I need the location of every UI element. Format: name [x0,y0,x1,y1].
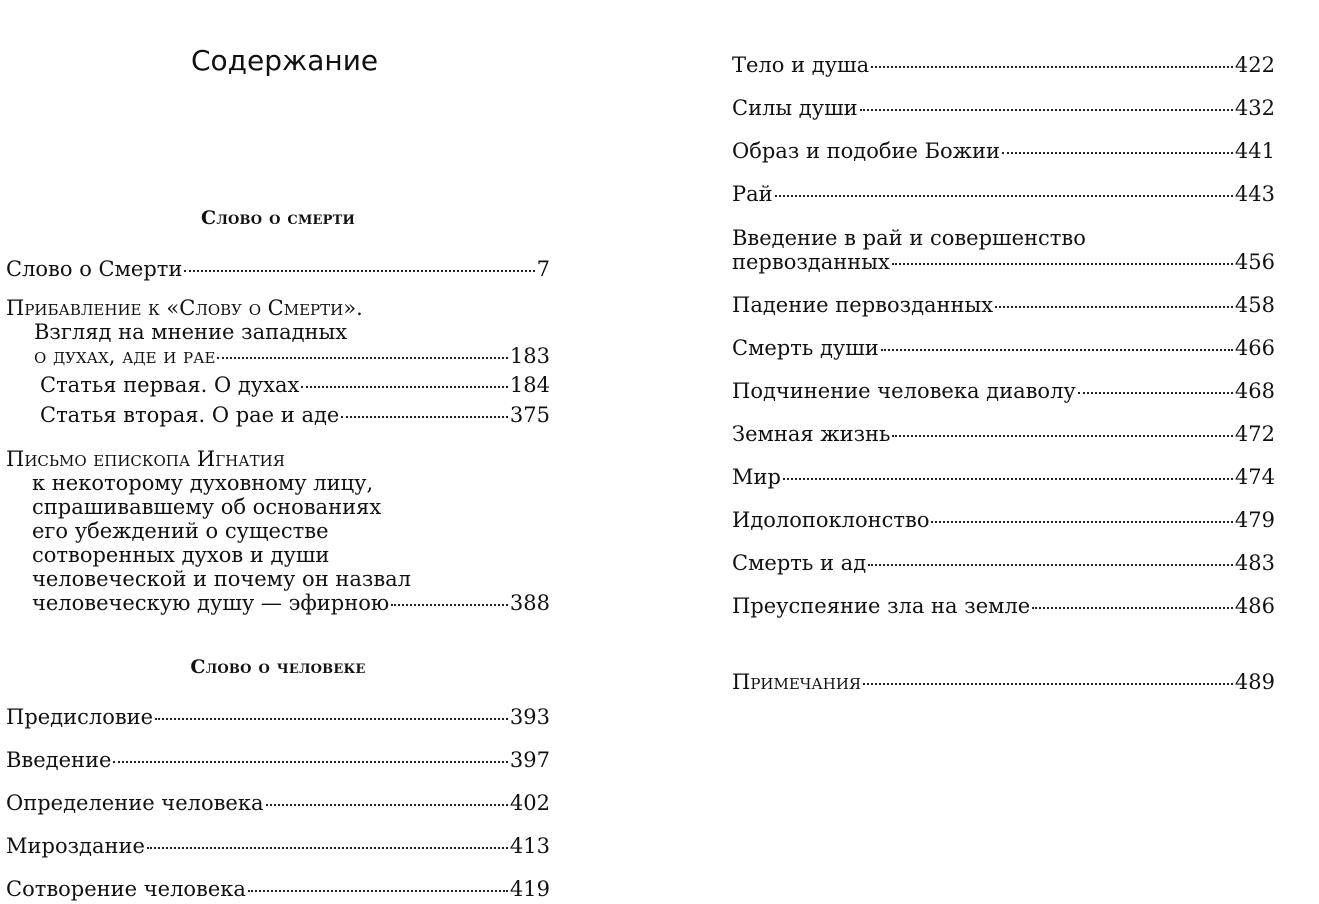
toc-entry-zemnaya-zhizn[interactable] [732,422,1275,446]
entry-page: 422 [1234,53,1275,77]
dot-leader [1002,152,1233,154]
entry-page: 458 [1234,293,1275,317]
entry-label: о духах, аде и рае [34,344,216,368]
toc-entry-podchinenie[interactable] [732,379,1275,403]
toc-entry-telo-i-dusha[interactable] [732,53,1275,77]
entry-page: 7 [536,257,550,281]
entry-label: Преуспеяние зла на земле [732,594,1031,618]
dot-leader [341,416,508,418]
toc-entry-smert-dushi[interactable] [732,336,1275,360]
entry-label: Смерть и ад [732,551,867,575]
entry-label: Введение [6,748,112,772]
dot-leader [931,521,1232,523]
dot-leader [892,435,1232,437]
toc-entry-mirozdanie[interactable] [6,834,550,858]
entry-label: Мироздание [6,834,145,858]
dot-leader [217,357,507,359]
entry-page: 402 [509,791,550,815]
entry-page: 472 [1234,422,1275,446]
toc-entry-smert-i-ad[interactable] [732,551,1275,575]
toc-entry-mir[interactable] [732,465,1275,489]
entry-label: Смерть души [732,336,879,360]
dot-leader [184,270,534,272]
entry-page: 397 [509,748,550,772]
entry-label: первозданных [732,250,890,274]
dot-leader [892,263,1233,265]
toc-entry-sotvorenie[interactable] [6,877,550,901]
entry-label-line: спрашивавшему об основаниях [32,495,382,519]
toc-entry-obraz[interactable] [732,139,1275,163]
toc-entry-sily-dushi[interactable] [732,96,1275,120]
entry-page: 466 [1234,336,1275,360]
entry-label-line: сотворенных духов и души [32,543,330,567]
toc-entry-vvedenie-v-rai[interactable] [732,226,1275,274]
entry-label: Тело и душа [732,53,870,77]
entry-label: Слово о Смерти [6,257,183,281]
toc-entry-pismo[interactable] [6,447,550,615]
dot-leader [155,718,508,720]
entry-label: Земная жизнь [732,422,891,446]
dot-leader [248,890,508,892]
dot-leader [113,761,507,763]
entry-page: 486 [1234,594,1275,618]
entry-label-line: Письмо епископа Игнатия [6,447,285,471]
toc-entry-padenie[interactable] [732,293,1275,317]
dot-leader [266,804,508,806]
entry-page: 393 [509,705,550,729]
toc-entry-preuspeyanie[interactable] [732,594,1275,618]
entry-label: Мир [732,465,781,489]
entry-page: 441 [1234,139,1275,163]
entry-label: Образ и подобие Божии [732,139,1000,163]
entry-label-line: Взгляд на мнение западных [34,320,348,344]
entry-label-line: его убеждений о существе [32,519,329,543]
entry-label: человеческую душу — эфирною [32,591,390,615]
entry-page: 468 [1234,379,1275,403]
entry-label: Силы души [732,96,858,120]
dot-leader [863,683,1233,685]
section-heading-death: Слово о смерти [201,207,355,229]
entry-label: Подчинение человека диаволу [732,379,1076,403]
entry-label-line: человеческой и почему он назвал [32,567,412,591]
entry-page: 483 [1234,551,1275,575]
dot-leader [775,195,1233,197]
dot-leader [1032,607,1233,609]
dot-leader [1078,392,1233,394]
entry-label: Статья вторая. О рае и аде [40,403,340,427]
toc-entry-rai[interactable] [732,182,1275,206]
entry-label-line: Введение в рай и совершенство [732,226,1086,250]
section-heading-man: Слово о человеке [190,656,366,678]
entry-label: Сотворение человека [6,877,246,901]
page-title: Содержание [191,44,379,77]
entry-label-line: Прибавление к «Слову о Смерти». [6,296,363,320]
toc-entry-slovo-o-smerti[interactable] [6,257,550,281]
entry-page: 375 [509,403,550,427]
dot-leader [868,564,1233,566]
entry-page: 479 [1234,508,1275,532]
dot-leader [860,109,1233,111]
entry-page: 456 [1234,250,1275,274]
dot-leader [391,604,508,606]
entry-page: 474 [1234,465,1275,489]
dot-leader [871,66,1233,68]
entry-label: Примечания [732,670,862,694]
toc-entry-idolopoklonstvo[interactable] [732,508,1275,532]
dot-leader [147,847,508,849]
dot-leader [995,306,1233,308]
dot-leader [881,349,1233,351]
entry-page: 388 [509,591,550,615]
entry-label: Определение человека [6,791,264,815]
entry-label: Предисловие [6,705,154,729]
entry-page: 489 [1234,670,1275,694]
entry-label: Идолопоклонство [732,508,930,532]
toc-entry-statya-vtoraya[interactable] [6,403,550,427]
entry-page: 184 [509,373,550,397]
entry-page: 432 [1234,96,1275,120]
entry-label: Рай [732,182,773,206]
entry-page: 419 [509,877,550,901]
toc-entry-pribavlenie[interactable] [6,296,550,368]
toc-entry-primechaniya[interactable] [732,670,1275,694]
toc-entry-statya-pervaya[interactable] [6,373,550,397]
dot-leader [301,386,508,388]
entry-label-line: к некоторому духовному лицу, [32,471,374,495]
toc-entry-predislovie[interactable] [6,705,550,729]
toc-entry-opredelenie[interactable] [6,791,550,815]
entry-label: Статья первая. О духах [40,373,300,397]
toc-entry-vvedenie[interactable] [6,748,550,772]
entry-page: 183 [509,344,550,368]
entry-page: 413 [509,834,550,858]
entry-page: 443 [1234,182,1275,206]
dot-leader [783,478,1233,480]
entry-label: Падение первозданных [732,293,994,317]
